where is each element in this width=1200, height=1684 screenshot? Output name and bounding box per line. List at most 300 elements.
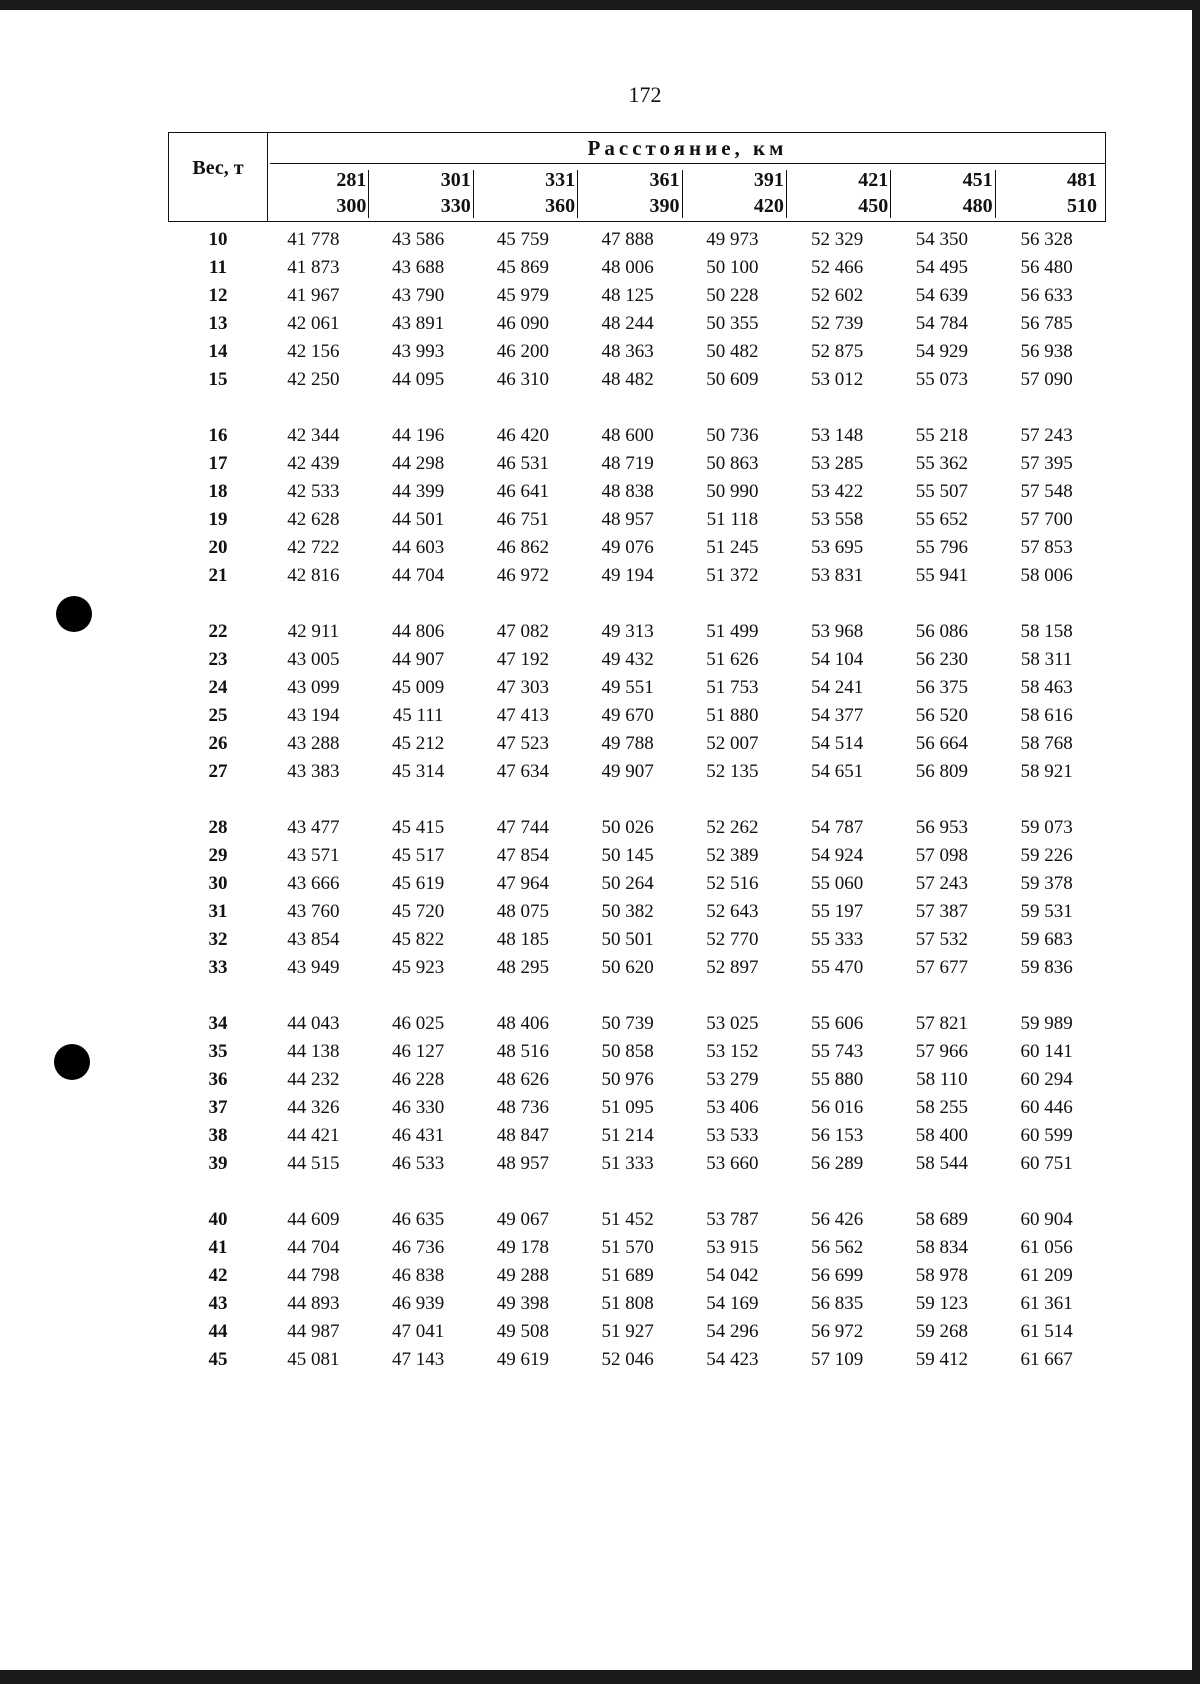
- table-row: [168, 618, 1106, 646]
- price-cell: 58 616: [1020, 705, 1073, 726]
- price-cell: 53 695: [811, 537, 864, 558]
- price-cell: 49 670: [601, 705, 654, 726]
- row-group: [168, 422, 1106, 590]
- price-cell: 49 907: [601, 761, 654, 782]
- price-cell: 48 006: [601, 257, 654, 278]
- table-row: [168, 1094, 1106, 1122]
- price-cell: 44 501: [392, 509, 445, 530]
- table-row: [168, 1206, 1106, 1234]
- table-row: [168, 534, 1106, 562]
- price-cell: 56 153: [811, 1125, 864, 1146]
- price-cell: 53 279: [706, 1069, 759, 1090]
- price-cell: 51 570: [601, 1237, 654, 1258]
- price-cell: 48 626: [496, 1069, 549, 1090]
- price-cell: 52 770: [706, 929, 759, 950]
- table-row: [168, 954, 1106, 982]
- price-cell: 43 477: [287, 817, 340, 838]
- weight-cell: 32: [208, 929, 228, 950]
- price-cell: 52 516: [706, 873, 759, 894]
- weight-cell: 15: [208, 369, 228, 390]
- range-to: 510: [1067, 195, 1097, 217]
- weight-cell: 19: [208, 509, 228, 530]
- price-cell: 53 152: [706, 1041, 759, 1062]
- price-cell: 53 558: [811, 509, 864, 530]
- table-header: [168, 132, 1106, 222]
- price-cell: 45 081: [287, 1349, 340, 1370]
- price-cell: 49 067: [496, 1209, 549, 1230]
- price-cell: 50 858: [601, 1041, 654, 1062]
- price-cell: 61 209: [1020, 1265, 1073, 1286]
- table-row: [168, 450, 1106, 478]
- price-cell: 44 326: [287, 1097, 340, 1118]
- weight-cell: 13: [208, 313, 228, 334]
- price-cell: 48 406: [496, 1013, 549, 1034]
- row-group: [168, 814, 1106, 982]
- price-cell: 53 422: [811, 481, 864, 502]
- weight-column-header: Вес, т: [169, 133, 268, 221]
- price-cell: 50 990: [706, 481, 759, 502]
- price-cell: 60 751: [1020, 1153, 1073, 1174]
- range-to: 360: [545, 195, 576, 217]
- weight-cell: 17: [208, 453, 228, 474]
- price-cell: 58 311: [1020, 649, 1073, 670]
- table-row: [168, 338, 1106, 366]
- price-cell: 50 026: [601, 817, 654, 838]
- price-cell: 48 719: [601, 453, 654, 474]
- price-cell: 59 989: [1020, 1013, 1073, 1034]
- price-cell: 56 835: [811, 1293, 864, 1314]
- table-row: [168, 422, 1106, 450]
- price-cell: 43 993: [392, 341, 445, 362]
- price-cell: 41 967: [287, 285, 340, 306]
- price-cell: 51 214: [601, 1125, 654, 1146]
- range-to: 420: [753, 195, 784, 217]
- price-cell: 47 303: [496, 677, 549, 698]
- price-cell: 48 482: [601, 369, 654, 390]
- price-cell: 55 073: [915, 369, 968, 390]
- price-cell: 47 413: [496, 705, 549, 726]
- price-cell: 44 704: [287, 1237, 340, 1258]
- price-cell: 57 677: [915, 957, 968, 978]
- price-cell: 52 389: [706, 845, 759, 866]
- price-cell: 60 446: [1020, 1097, 1073, 1118]
- price-cell: 44 987: [287, 1321, 340, 1342]
- price-cell: 58 006: [1020, 565, 1073, 586]
- price-cell: 50 355: [706, 313, 759, 334]
- price-cell: 52 739: [811, 313, 864, 334]
- table-row: [168, 926, 1106, 954]
- price-cell: 59 412: [915, 1349, 968, 1370]
- table-row: [168, 870, 1106, 898]
- price-cell: 44 798: [287, 1265, 340, 1286]
- price-cell: 51 880: [706, 705, 759, 726]
- price-cell: 43 383: [287, 761, 340, 782]
- price-cell: 42 816: [287, 565, 340, 586]
- price-cell: 56 480: [1020, 257, 1073, 278]
- price-cell: 42 344: [287, 425, 340, 446]
- price-cell: 50 382: [601, 901, 654, 922]
- price-cell: 55 362: [915, 453, 968, 474]
- price-cell: 48 957: [601, 509, 654, 530]
- price-cell: 51 689: [601, 1265, 654, 1286]
- price-cell: 46 838: [392, 1265, 445, 1286]
- weight-cell: 44: [208, 1321, 228, 1342]
- price-cell: 58 768: [1020, 733, 1073, 754]
- price-cell: 51 753: [706, 677, 759, 698]
- price-cell: 53 285: [811, 453, 864, 474]
- range-to: 300: [336, 195, 367, 217]
- table-row: [168, 814, 1106, 842]
- price-cell: 54 495: [915, 257, 968, 278]
- price-cell: 57 966: [915, 1041, 968, 1062]
- distance-range-header: [792, 164, 896, 221]
- price-cell: 44 138: [287, 1041, 340, 1062]
- price-cell: 53 787: [706, 1209, 759, 1230]
- price-cell: 44 043: [287, 1013, 340, 1034]
- price-cell: 48 363: [601, 341, 654, 362]
- price-cell: 58 978: [915, 1265, 968, 1286]
- table-row: [168, 1290, 1106, 1318]
- row-group: [168, 226, 1106, 394]
- price-cell: 49 398: [496, 1293, 549, 1314]
- distance-range-header: [1001, 164, 1105, 221]
- table-row: [168, 702, 1106, 730]
- weight-cell: 25: [208, 705, 228, 726]
- price-cell: 47 143: [392, 1349, 445, 1370]
- price-cell: 45 314: [392, 761, 445, 782]
- price-cell: 59 123: [915, 1293, 968, 1314]
- distance-range-header: [270, 164, 374, 221]
- price-cell: 59 073: [1020, 817, 1073, 838]
- table-row: [168, 1010, 1106, 1038]
- price-cell: 54 784: [915, 313, 968, 334]
- price-cell: 50 863: [706, 453, 759, 474]
- rate-table: [168, 132, 1106, 1402]
- price-cell: 45 822: [392, 929, 445, 950]
- table-row: [168, 1150, 1106, 1178]
- row-group: [168, 1206, 1106, 1374]
- price-cell: 55 470: [811, 957, 864, 978]
- price-cell: 59 226: [1020, 845, 1073, 866]
- page-number: 172: [628, 82, 662, 107]
- price-cell: 61 361: [1020, 1293, 1073, 1314]
- price-cell: 54 042: [706, 1265, 759, 1286]
- price-cell: 55 796: [915, 537, 968, 558]
- price-cell: 43 586: [392, 229, 445, 250]
- price-cell: 53 406: [706, 1097, 759, 1118]
- table-row: [168, 282, 1106, 310]
- price-cell: 53 533: [706, 1125, 759, 1146]
- price-cell: 58 544: [915, 1153, 968, 1174]
- price-cell: 57 098: [915, 845, 968, 866]
- price-cell: 46 228: [392, 1069, 445, 1090]
- weight-cell: 28: [208, 817, 228, 838]
- weight-cell: 42: [208, 1265, 228, 1286]
- price-cell: 47 082: [496, 621, 549, 642]
- price-cell: 46 736: [392, 1237, 445, 1258]
- price-cell: 46 939: [392, 1293, 445, 1314]
- price-cell: 49 973: [706, 229, 759, 250]
- price-cell: 54 787: [811, 817, 864, 838]
- price-cell: 42 439: [287, 453, 340, 474]
- price-cell: 50 228: [706, 285, 759, 306]
- distance-range-header: [896, 164, 1000, 221]
- price-cell: 43 288: [287, 733, 340, 754]
- scan-border-bottom: [0, 1670, 1200, 1684]
- price-cell: 48 244: [601, 313, 654, 334]
- price-cell: 55 507: [915, 481, 968, 502]
- price-cell: 56 426: [811, 1209, 864, 1230]
- price-cell: 56 809: [915, 761, 968, 782]
- table-row: [168, 674, 1106, 702]
- price-cell: 49 432: [601, 649, 654, 670]
- price-cell: 51 452: [601, 1209, 654, 1230]
- price-cell: 44 515: [287, 1153, 340, 1174]
- range-from: 301: [440, 169, 471, 191]
- weight-cell: 10: [208, 229, 228, 250]
- price-cell: 48 125: [601, 285, 654, 306]
- range-from: 481: [1067, 169, 1097, 191]
- price-cell: 42 722: [287, 537, 340, 558]
- price-cell: 54 924: [811, 845, 864, 866]
- price-cell: 50 736: [706, 425, 759, 446]
- price-cell: 57 243: [1020, 425, 1073, 446]
- weight-cell: 45: [208, 1349, 228, 1370]
- price-cell: 53 148: [811, 425, 864, 446]
- price-cell: 55 743: [811, 1041, 864, 1062]
- price-cell: 43 760: [287, 901, 340, 922]
- price-cell: 55 197: [811, 901, 864, 922]
- distance-range-header: [479, 164, 583, 221]
- price-cell: 50 100: [706, 257, 759, 278]
- price-cell: 52 262: [706, 817, 759, 838]
- range-to: 330: [440, 195, 471, 217]
- price-cell: 54 104: [811, 649, 864, 670]
- distance-range-headers: [270, 164, 1105, 221]
- price-cell: 59 531: [1020, 901, 1073, 922]
- price-cell: 53 660: [706, 1153, 759, 1174]
- distance-range-header: [583, 164, 687, 221]
- price-cell: 52 007: [706, 733, 759, 754]
- price-cell: 51 808: [601, 1293, 654, 1314]
- table-row: [168, 254, 1106, 282]
- price-cell: 43 854: [287, 929, 340, 950]
- price-cell: 47 854: [496, 845, 549, 866]
- price-cell: 58 689: [915, 1209, 968, 1230]
- price-cell: 54 651: [811, 761, 864, 782]
- price-cell: 58 834: [915, 1237, 968, 1258]
- price-cell: 45 759: [496, 229, 549, 250]
- price-cell: 48 736: [496, 1097, 549, 1118]
- distance-range-header: [374, 164, 478, 221]
- price-cell: 48 838: [601, 481, 654, 502]
- price-cell: 45 923: [392, 957, 445, 978]
- weight-cell: 34: [208, 1013, 228, 1034]
- price-cell: 55 880: [811, 1069, 864, 1090]
- weight-cell: 33: [208, 957, 228, 978]
- price-cell: 49 508: [496, 1321, 549, 1342]
- price-cell: 56 086: [915, 621, 968, 642]
- price-cell: 50 739: [601, 1013, 654, 1034]
- weight-cell: 41: [208, 1237, 228, 1258]
- weight-cell: 31: [208, 901, 228, 922]
- price-cell: 54 423: [706, 1349, 759, 1370]
- price-cell: 52 466: [811, 257, 864, 278]
- price-cell: 60 294: [1020, 1069, 1073, 1090]
- price-cell: 56 016: [811, 1097, 864, 1118]
- price-cell: 60 904: [1020, 1209, 1073, 1230]
- price-cell: 44 232: [287, 1069, 340, 1090]
- price-cell: 50 145: [601, 845, 654, 866]
- price-cell: 49 178: [496, 1237, 549, 1258]
- price-cell: 49 619: [496, 1349, 549, 1370]
- price-cell: 56 938: [1020, 341, 1073, 362]
- price-cell: 56 375: [915, 677, 968, 698]
- price-cell: 48 847: [496, 1125, 549, 1146]
- price-cell: 50 501: [601, 929, 654, 950]
- table-row: [168, 758, 1106, 786]
- price-cell: 59 683: [1020, 929, 1073, 950]
- price-cell: 48 957: [496, 1153, 549, 1174]
- price-cell: 42 250: [287, 369, 340, 390]
- price-cell: 46 310: [496, 369, 549, 390]
- price-cell: 52 329: [811, 229, 864, 250]
- weight-cell: 21: [208, 565, 228, 586]
- price-cell: 42 628: [287, 509, 340, 530]
- price-cell: 50 976: [601, 1069, 654, 1090]
- price-cell: 52 135: [706, 761, 759, 782]
- price-cell: 56 664: [915, 733, 968, 754]
- price-cell: 48 185: [496, 929, 549, 950]
- table-row: [168, 310, 1106, 338]
- price-cell: 54 169: [706, 1293, 759, 1314]
- price-cell: 51 095: [601, 1097, 654, 1118]
- price-cell: 43 194: [287, 705, 340, 726]
- price-cell: 48 295: [496, 957, 549, 978]
- price-cell: 51 333: [601, 1153, 654, 1174]
- price-cell: 43 891: [392, 313, 445, 334]
- price-cell: 49 313: [601, 621, 654, 642]
- price-cell: 56 953: [915, 817, 968, 838]
- price-cell: 44 421: [287, 1125, 340, 1146]
- range-from: 331: [545, 169, 576, 191]
- price-cell: 49 288: [496, 1265, 549, 1286]
- price-cell: 56 699: [811, 1265, 864, 1286]
- price-cell: 42 156: [287, 341, 340, 362]
- price-cell: 45 517: [392, 845, 445, 866]
- price-cell: 43 790: [392, 285, 445, 306]
- weight-cell: 40: [208, 1209, 228, 1230]
- weight-cell: 36: [208, 1069, 228, 1090]
- price-cell: 49 788: [601, 733, 654, 754]
- price-cell: 46 420: [496, 425, 549, 446]
- price-cell: 44 095: [392, 369, 445, 390]
- price-cell: 61 056: [1020, 1237, 1073, 1258]
- price-cell: 46 127: [392, 1041, 445, 1062]
- price-cell: 43 099: [287, 677, 340, 698]
- price-cell: 49 194: [601, 565, 654, 586]
- price-cell: 56 785: [1020, 313, 1073, 334]
- price-cell: 45 869: [496, 257, 549, 278]
- price-cell: 56 328: [1020, 229, 1073, 250]
- price-cell: 46 751: [496, 509, 549, 530]
- price-cell: 52 875: [811, 341, 864, 362]
- price-cell: 48 075: [496, 901, 549, 922]
- price-cell: 51 118: [706, 509, 759, 530]
- price-cell: 45 415: [392, 817, 445, 838]
- price-cell: 46 862: [496, 537, 549, 558]
- price-cell: 59 268: [915, 1321, 968, 1342]
- price-cell: 54 514: [811, 733, 864, 754]
- price-cell: 42 911: [287, 621, 340, 642]
- price-cell: 46 641: [496, 481, 549, 502]
- price-cell: 48 516: [496, 1041, 549, 1062]
- price-cell: 57 109: [811, 1349, 864, 1370]
- price-cell: 44 298: [392, 453, 445, 474]
- distance-header: Расстояние, км: [270, 133, 1105, 164]
- price-cell: 54 296: [706, 1321, 759, 1342]
- price-cell: 43 949: [287, 957, 340, 978]
- price-cell: 50 264: [601, 873, 654, 894]
- price-cell: 56 230: [915, 649, 968, 670]
- price-cell: 49 551: [601, 677, 654, 698]
- price-cell: 45 212: [392, 733, 445, 754]
- price-cell: 42 061: [287, 313, 340, 334]
- price-cell: 50 620: [601, 957, 654, 978]
- range-from: 421: [858, 169, 889, 191]
- table-row: [168, 730, 1106, 758]
- price-cell: 43 571: [287, 845, 340, 866]
- price-cell: 59 378: [1020, 873, 1073, 894]
- price-cell: 46 090: [496, 313, 549, 334]
- row-group: [168, 618, 1106, 786]
- table-row: [168, 366, 1106, 394]
- table-body: [168, 226, 1106, 1374]
- price-cell: 52 643: [706, 901, 759, 922]
- price-cell: 56 972: [811, 1321, 864, 1342]
- price-cell: 46 533: [392, 1153, 445, 1174]
- price-cell: 46 972: [496, 565, 549, 586]
- table-row: [168, 478, 1106, 506]
- table-row: [168, 646, 1106, 674]
- weight-cell: 22: [208, 621, 228, 642]
- price-cell: 41 873: [287, 257, 340, 278]
- range-to: 390: [649, 195, 680, 217]
- price-cell: 58 921: [1020, 761, 1073, 782]
- weight-cell: 39: [208, 1153, 228, 1174]
- price-cell: 42 533: [287, 481, 340, 502]
- price-cell: 60 141: [1020, 1041, 1073, 1062]
- weight-cell: 18: [208, 481, 228, 502]
- price-cell: 47 523: [496, 733, 549, 754]
- weight-cell: 38: [208, 1125, 228, 1146]
- price-cell: 44 603: [392, 537, 445, 558]
- price-cell: 53 012: [811, 369, 864, 390]
- price-cell: 60 599: [1020, 1125, 1073, 1146]
- price-cell: 57 700: [1020, 509, 1073, 530]
- row-group: [168, 1010, 1106, 1178]
- price-cell: 46 635: [392, 1209, 445, 1230]
- weight-cell: 16: [208, 425, 228, 446]
- price-cell: 56 520: [915, 705, 968, 726]
- scan-border-right: [1192, 0, 1200, 1684]
- range-to: 450: [858, 195, 889, 217]
- table-row: [168, 506, 1106, 534]
- price-cell: 51 927: [601, 1321, 654, 1342]
- table-row: [168, 1234, 1106, 1262]
- weight-cell: 26: [208, 733, 228, 754]
- price-cell: 57 090: [1020, 369, 1073, 390]
